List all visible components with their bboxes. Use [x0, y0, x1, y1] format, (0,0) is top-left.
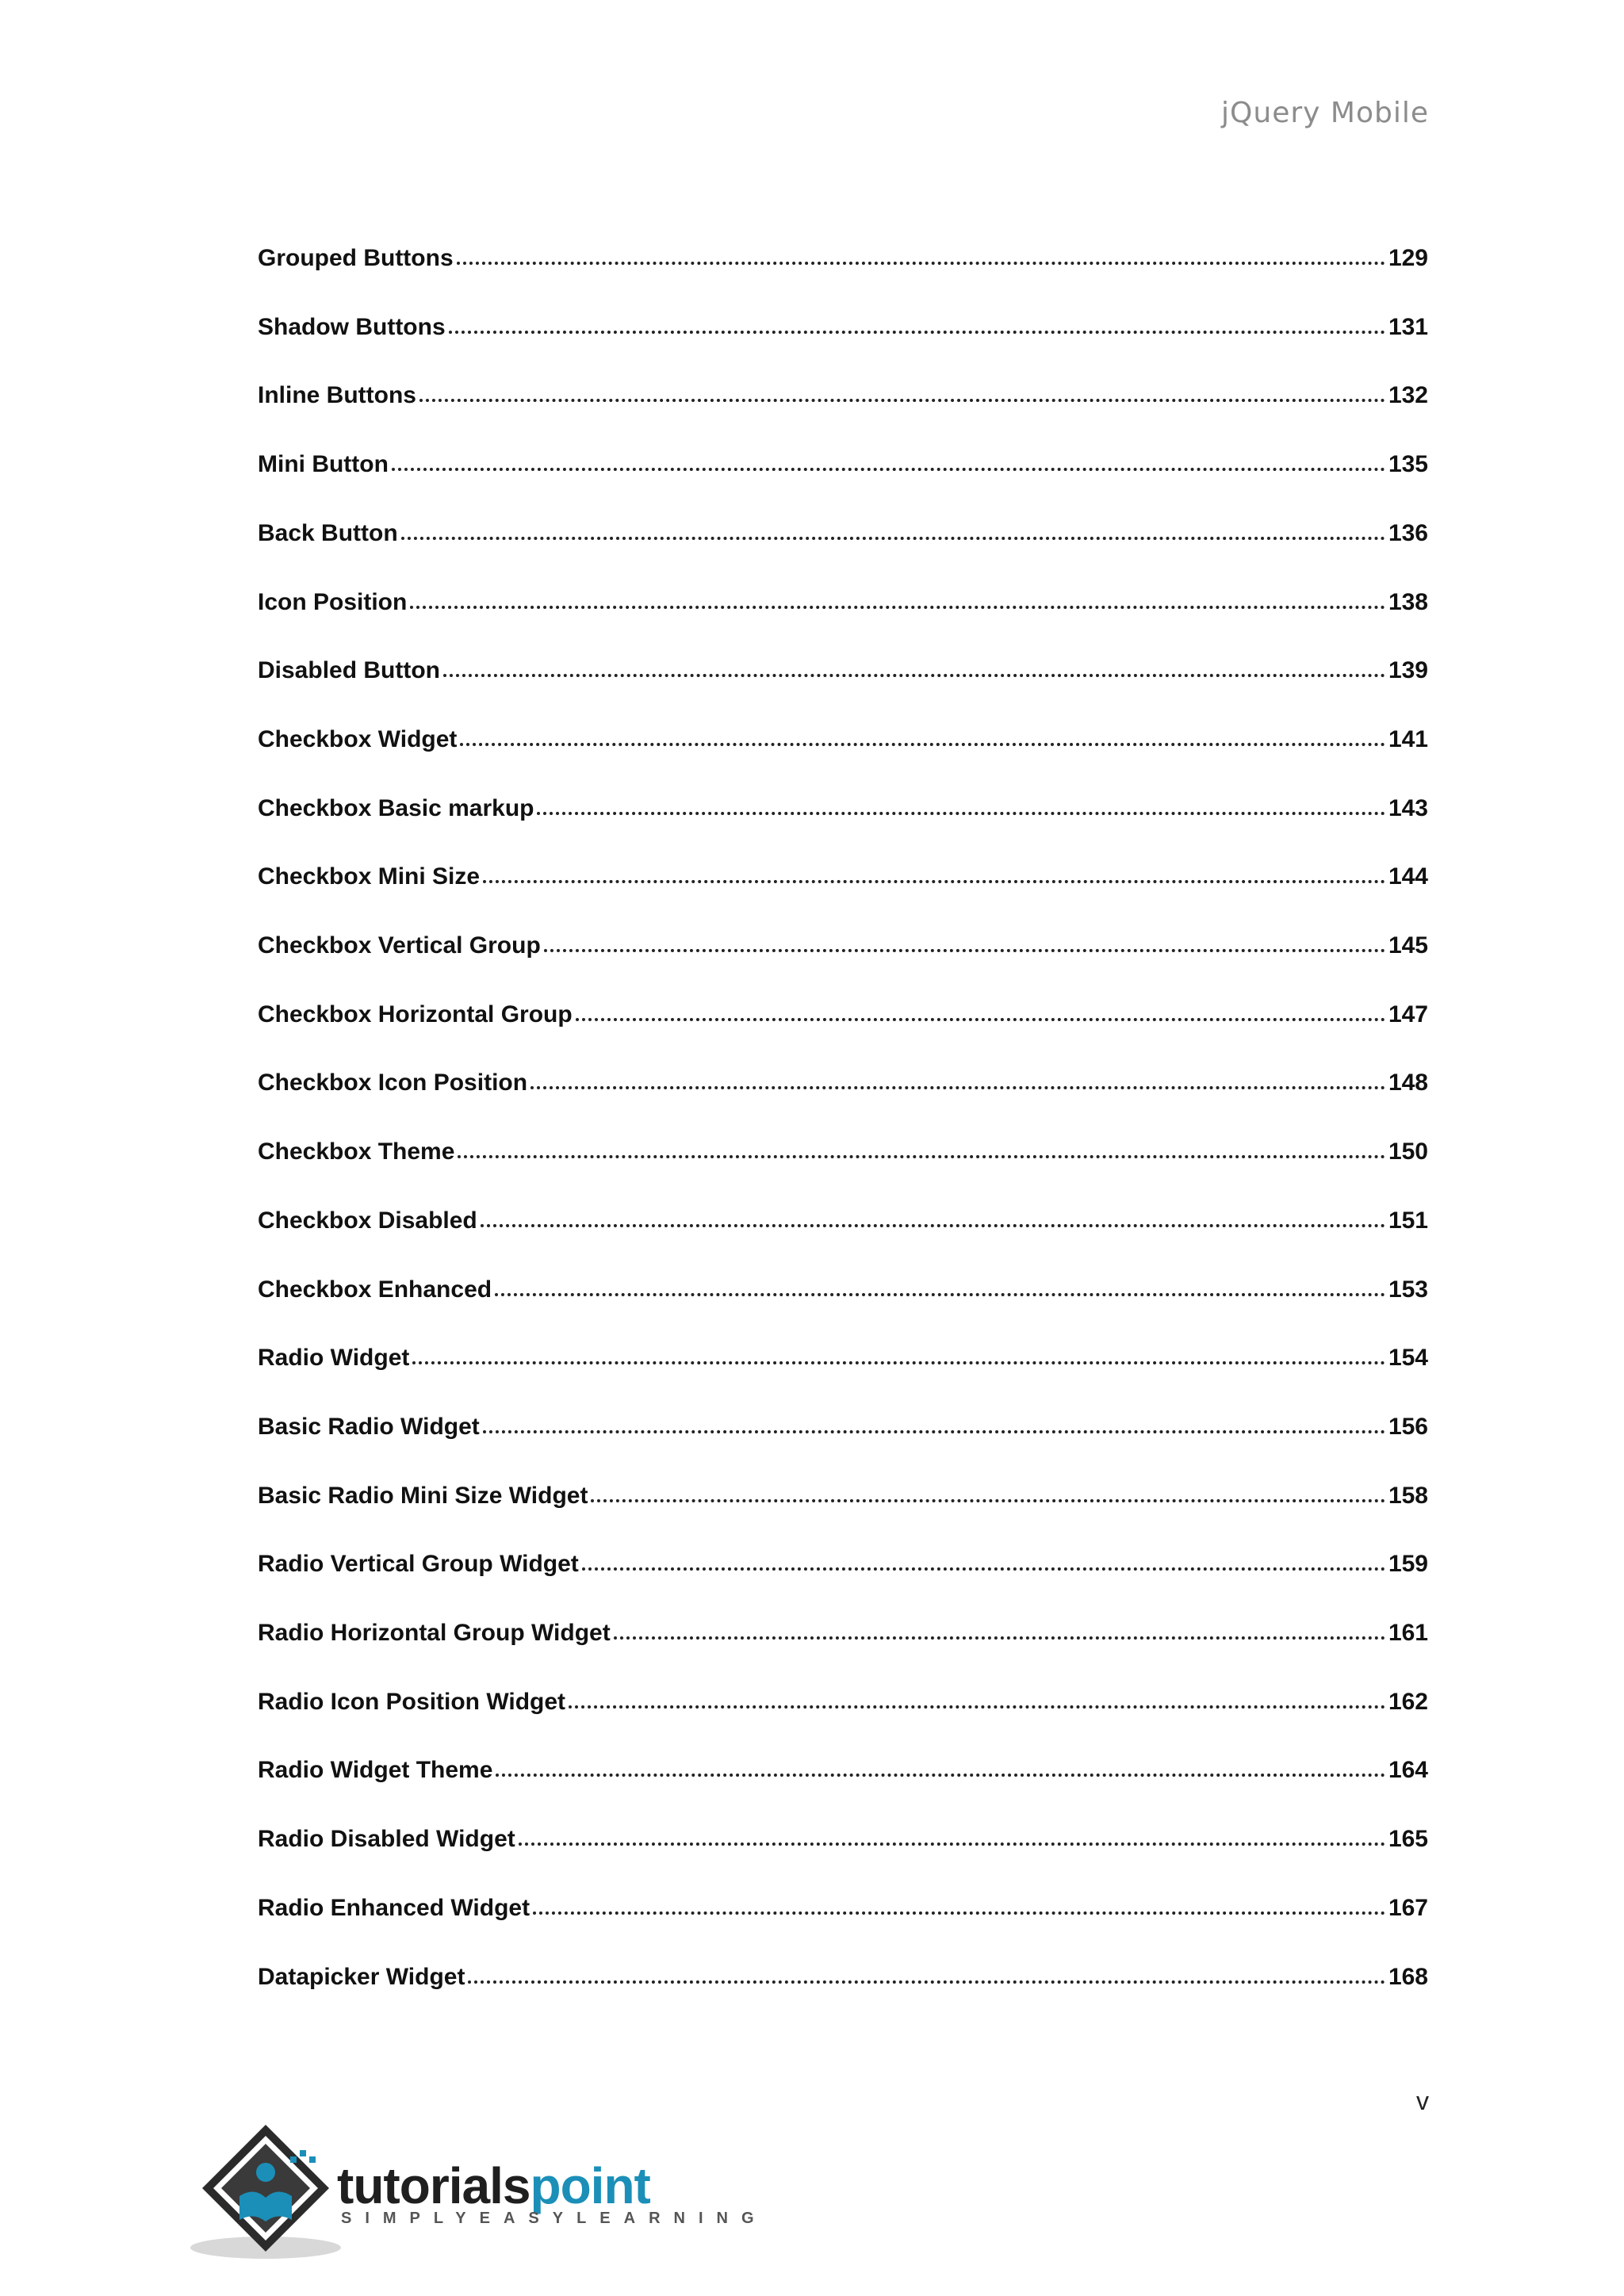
toc-dot-leader [591, 1498, 1385, 1502]
toc-entry-label: Disabled Button [258, 657, 440, 683]
toc-entry[interactable] [258, 369, 1428, 409]
toc-dot-leader [457, 261, 1385, 265]
toc-entry-label: Radio Enhanced Widget [258, 1895, 530, 1921]
logo-word-point: point [530, 2157, 650, 2214]
toc-entry[interactable] [258, 1676, 1428, 1716]
logo-wordmark [337, 2156, 650, 2215]
toc-entry-label: Checkbox Disabled [258, 1207, 477, 1234]
toc-entry-page: 164 [1388, 1757, 1428, 1783]
toc-entry-label: Grouped Buttons [258, 245, 454, 271]
toc-entry-page: 132 [1388, 382, 1428, 408]
toc-dot-leader [533, 1911, 1385, 1915]
toc-entry-label: Back Button [258, 520, 398, 546]
toc-entry-label: Shadow Buttons [258, 314, 446, 340]
logo-word-tutorials: tutorials [337, 2157, 530, 2214]
logo-tagline: SIMPLYEASYLEARNING [341, 2210, 768, 2227]
toc-entry-label: Radio Horizontal Group Widget [258, 1620, 611, 1646]
toc-entry-label: Datapicker Widget [258, 1964, 465, 1990]
toc-entry-label: Checkbox Enhanced [258, 1276, 492, 1303]
toc-dot-leader [496, 1773, 1385, 1777]
toc-entry-label: Radio Vertical Group Widget [258, 1551, 579, 1577]
toc-entry-page: 165 [1388, 1826, 1428, 1852]
toc-dot-leader [614, 1636, 1385, 1640]
toc-entry-page: 129 [1388, 245, 1428, 271]
toc-dot-leader [530, 1085, 1385, 1089]
toc-dot-leader [443, 673, 1385, 677]
toc-entry-label: Checkbox Widget [258, 726, 458, 752]
toc-dot-leader [569, 1705, 1385, 1709]
toc-entry[interactable] [258, 1126, 1428, 1165]
toc-dot-leader [410, 605, 1385, 609]
toc-dot-leader [483, 1429, 1385, 1433]
toc-entry-page: 151 [1388, 1207, 1428, 1234]
toc-entry-page: 141 [1388, 726, 1428, 752]
tutorialspoint-logo [190, 2109, 768, 2267]
toc-entry[interactable] [258, 232, 1428, 272]
toc-entry-label: Checkbox Horizontal Group [258, 1001, 573, 1027]
toc-entry[interactable] [258, 576, 1428, 616]
toc-entry-label: Radio Disabled Widget [258, 1826, 515, 1852]
toc-dot-leader [576, 1017, 1385, 1021]
toc-dot-leader [392, 467, 1385, 471]
toc-entry[interactable] [258, 301, 1428, 341]
toc-entry[interactable] [258, 1057, 1428, 1096]
toc-entry-page: 168 [1388, 1964, 1428, 1990]
toc-entry-label: Checkbox Basic markup [258, 795, 534, 821]
toc-entry[interactable] [258, 783, 1428, 822]
toc-entry[interactable] [258, 1607, 1428, 1647]
toc-dot-leader [449, 330, 1385, 334]
toc-entry-page: 159 [1388, 1551, 1428, 1577]
toc-entry-page: 145 [1388, 932, 1428, 959]
toc-entry[interactable] [258, 1195, 1428, 1234]
page-number: v [1416, 2087, 1429, 2115]
toc-entry[interactable] [258, 1264, 1428, 1303]
toc-entry[interactable] [258, 1401, 1428, 1441]
toc-entry[interactable] [258, 920, 1428, 959]
toc-entry-label: Radio Widget [258, 1345, 410, 1371]
toc-dot-leader [537, 811, 1385, 815]
toc-dot-leader [519, 1842, 1385, 1846]
toc-entry-page: 150 [1388, 1138, 1428, 1165]
toc-dot-leader [460, 742, 1385, 746]
toc-entry-page: 131 [1388, 314, 1428, 340]
toc-entry-label: Checkbox Vertical Group [258, 932, 541, 959]
toc-entry-label: Inline Buttons [258, 382, 416, 408]
toc-entry-page: 167 [1388, 1895, 1428, 1921]
toc-dot-leader [481, 1223, 1385, 1227]
toc-entry[interactable] [258, 1332, 1428, 1372]
document-title: jQuery Mobile [1221, 97, 1429, 129]
toc-dot-leader [544, 948, 1385, 952]
toc-entry-page: 154 [1388, 1345, 1428, 1371]
toc-entry[interactable] [258, 438, 1428, 478]
toc-entry-page: 144 [1388, 863, 1428, 890]
toc-entry-label: Radio Icon Position Widget [258, 1689, 566, 1715]
toc-dot-leader [468, 1980, 1385, 1984]
toc-entry-page: 147 [1388, 1001, 1428, 1027]
toc-entry-page: 138 [1388, 589, 1428, 615]
toc-entry[interactable] [258, 851, 1428, 890]
toc-entry-label: Checkbox Icon Position [258, 1070, 528, 1096]
toc-entry-label: Checkbox Theme [258, 1138, 455, 1165]
toc-entry[interactable] [258, 1882, 1428, 1922]
toc-entry[interactable] [258, 1813, 1428, 1853]
toc-entry-page: 156 [1388, 1414, 1428, 1440]
toc-entry-page: 136 [1388, 520, 1428, 546]
toc-entry[interactable] [258, 507, 1428, 547]
toc-entry-page: 153 [1388, 1276, 1428, 1303]
toc-entry[interactable] [258, 645, 1428, 684]
toc-entry-page: 162 [1388, 1689, 1428, 1715]
toc-entry-label: Basic Radio Widget [258, 1414, 480, 1440]
toc-entry[interactable] [258, 1744, 1428, 1784]
toc-entry-page: 143 [1388, 795, 1428, 821]
toc-entry-label: Basic Radio Mini Size Widget [258, 1483, 588, 1509]
toc-entry-page: 161 [1388, 1620, 1428, 1646]
toc-dot-leader [483, 879, 1385, 883]
toc-entry-page: 135 [1388, 451, 1428, 477]
toc-entry-page: 139 [1388, 657, 1428, 683]
toc-dot-leader [401, 536, 1385, 540]
toc-entry[interactable] [258, 714, 1428, 753]
toc-entry-label: Mini Button [258, 451, 389, 477]
toc-dot-leader [412, 1360, 1385, 1364]
toc-entry[interactable] [258, 1538, 1428, 1578]
toc-dot-leader [458, 1154, 1385, 1158]
toc-entry[interactable] [258, 1951, 1428, 1991]
toc-entry-page: 148 [1388, 1070, 1428, 1096]
toc-dot-leader [419, 398, 1385, 402]
toc-dot-leader [582, 1567, 1385, 1571]
toc-entry[interactable] [258, 989, 1428, 1028]
toc-entry-label: Radio Widget Theme [258, 1757, 493, 1783]
toc-dot-leader [495, 1292, 1385, 1296]
toc-entry-label: Icon Position [258, 589, 408, 615]
toc-entry-page: 158 [1388, 1483, 1428, 1509]
toc-entry[interactable] [258, 1470, 1428, 1510]
toc-entry-label: Checkbox Mini Size [258, 863, 481, 890]
